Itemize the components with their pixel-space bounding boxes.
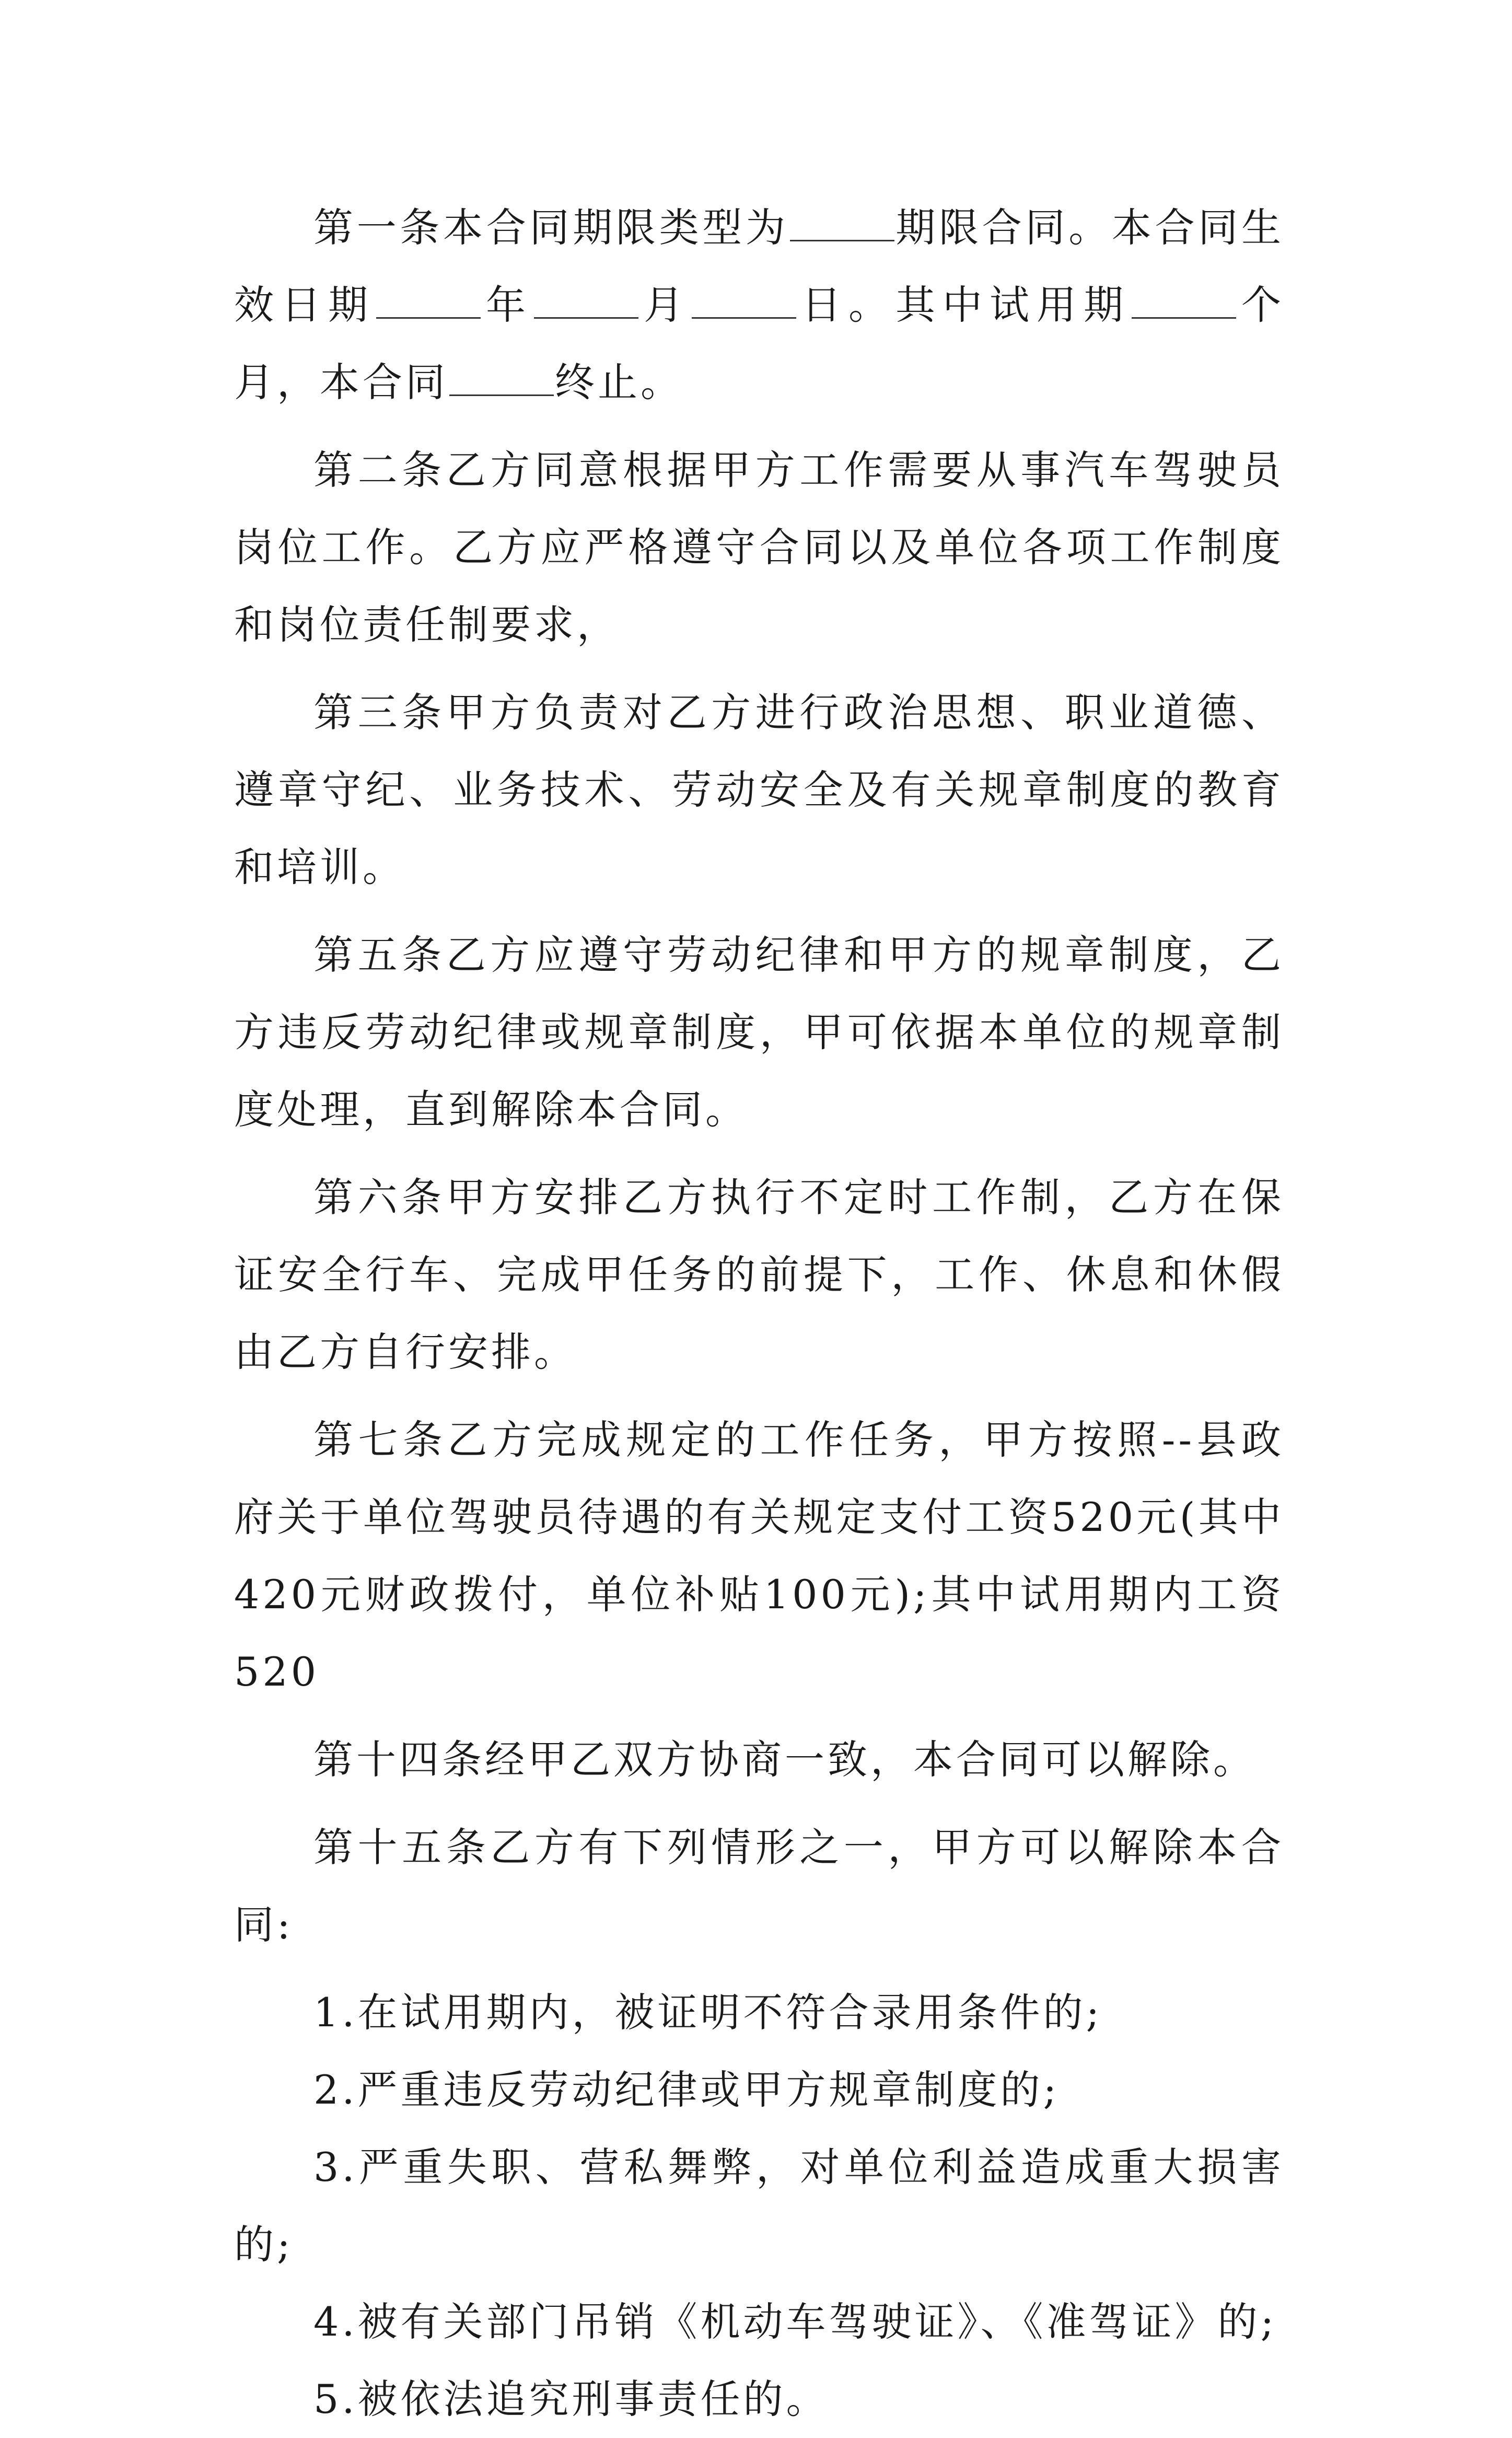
article-1 xyxy=(234,189,1284,421)
list-item: 1.在试用期内，被证明不符合录用条件的; xyxy=(313,1989,1103,2036)
list-item: 5.被依法追究刑事责任的。 xyxy=(313,2376,829,2422)
blank-probation-months xyxy=(1132,313,1236,319)
article-1-text-f: 个月，本合同 xyxy=(234,282,1284,405)
blank-contract-type xyxy=(790,236,894,241)
blank-termination xyxy=(449,390,554,396)
article-2: 第二条乙方同意根据甲方工作需要从事汽车驾驶员岗位工作。乙方应严格遵守合同以及单位各项工作制度和岗位责任制要求， xyxy=(234,447,1284,648)
article-6: 第六条甲方安排乙方执行不定时工作制，乙方在保证安全行车、完成甲任务的前提下，工作、休息和休假由乙方自行安排。 xyxy=(234,1174,1284,1375)
article-5: 第五条乙方应遵守劳动纪律和甲方的规章制度，乙方违反劳动纪律或规章制度，甲可依据本单位的规章制度处理，直到解除本合同。 xyxy=(234,932,1284,1133)
list-item: 2.严重违反劳动纪律或甲方规章制度的; xyxy=(313,2067,1060,2113)
article-3: 第三条甲方负责对乙方进行政治思想、职业道德、遵章守纪、业务技术、劳动安全及有关规章制度的教育和培训。 xyxy=(234,689,1284,890)
article-1-text-c: 年 xyxy=(482,282,533,328)
article-1-text-e: 日。其中试用期 xyxy=(797,282,1131,328)
article-15: 第十五条乙方有下列情形之一，甲方可以解除本合同: xyxy=(234,1824,1284,1948)
article-1-text-a: 第一条本合同期限类型为 xyxy=(313,204,789,251)
blank-year xyxy=(376,313,481,319)
list-item: 3.严重失职、营私舞弊，对单位利益造成重大损害的; xyxy=(234,2144,1284,2268)
contract-body xyxy=(234,189,1284,2438)
article-1-text-g: 终止。 xyxy=(555,359,683,405)
blank-day xyxy=(692,313,796,319)
blank-month xyxy=(534,313,638,319)
article-7: 第七条乙方完成规定的工作任务，甲方按照--县政府关于单位驾驶员待遇的有关规定支付工资520元(其中420元财政拨付，单位补贴100元);其中试用期内工资520 xyxy=(234,1417,1284,1695)
list-item: 4.被有关部门吊销《机动车驾驶证》、《准驾证》的; xyxy=(313,2298,1277,2345)
article-14: 第十四条经甲乙双方协商一致，本合同可以解除。 xyxy=(313,1736,1256,1783)
article-1-text-b: 期限合同。本合同生效日期 xyxy=(234,204,1285,328)
article-1-text-d: 月 xyxy=(639,282,691,328)
